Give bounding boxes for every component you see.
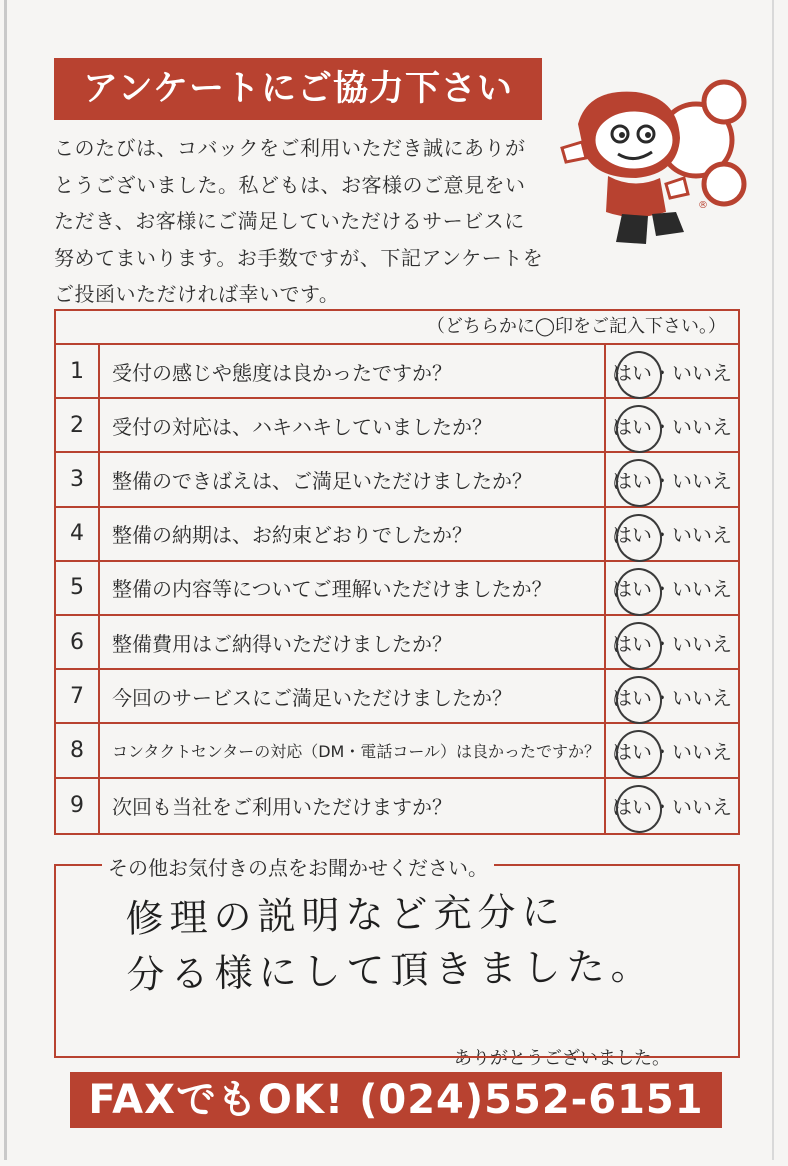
answer-options: はい・いいえ bbox=[612, 685, 732, 710]
question-number: 1 bbox=[56, 345, 100, 397]
table-row bbox=[56, 345, 738, 399]
circled-answer-mark bbox=[612, 401, 667, 458]
question-number: 5 bbox=[56, 562, 100, 614]
answer-options: はい・いいえ bbox=[612, 523, 732, 548]
handwriting-line-2: 分る様にして頂きました。 bbox=[126, 943, 655, 997]
answer-options: はい・いいえ bbox=[612, 414, 732, 439]
question-text: コンタクトセンターの対応（DM・電話コール）は良かったですか？ bbox=[100, 724, 606, 776]
table-row bbox=[56, 562, 738, 616]
comment-box[interactable] bbox=[54, 856, 740, 1069]
answer-options: はい・いいえ bbox=[612, 577, 732, 602]
fax-banner: FAXでもOK! (024)552-6151 bbox=[70, 1072, 722, 1128]
circled-answer-mark bbox=[612, 726, 667, 783]
answer-choice[interactable] bbox=[606, 724, 738, 776]
question-text: 整備の納期は、お約束どおりでしたか？ bbox=[100, 508, 606, 560]
answer-choice[interactable] bbox=[606, 670, 738, 722]
question-text: 今回のサービスにご満足いただけましたか？ bbox=[100, 670, 606, 722]
answer-choice[interactable] bbox=[606, 562, 738, 614]
table-row bbox=[56, 779, 738, 833]
question-text: 受付の対応は、ハキハキしていましたか？ bbox=[100, 399, 606, 451]
question-number: 6 bbox=[56, 616, 100, 668]
answer-choice[interactable] bbox=[606, 508, 738, 560]
question-text: 次回も当社をご利用いただけますか？ bbox=[100, 779, 606, 833]
survey-table bbox=[54, 309, 740, 835]
circled-answer-mark bbox=[612, 509, 667, 566]
table-row bbox=[56, 453, 738, 507]
answer-options: はい・いいえ bbox=[612, 795, 732, 820]
table-row bbox=[56, 616, 738, 670]
question-number: 7 bbox=[56, 670, 100, 722]
answer-choice[interactable] bbox=[606, 453, 738, 505]
circled-answer-mark bbox=[612, 347, 667, 404]
circled-answer-mark bbox=[612, 672, 667, 729]
question-text: 整備の内容等についてご理解いただけましたか？ bbox=[100, 562, 606, 614]
question-text: 整備のできばえは、ご満足いただけましたか？ bbox=[100, 453, 606, 505]
answer-options: はい・いいえ bbox=[612, 360, 732, 385]
question-number: 2 bbox=[56, 399, 100, 451]
answer-options: はい・いいえ bbox=[612, 739, 732, 764]
question-number: 9 bbox=[56, 779, 100, 833]
table-hint: （どちらかに◯印をご記入下さい。） bbox=[56, 311, 738, 345]
question-text: 受付の感じや態度は良かったですか？ bbox=[100, 345, 606, 397]
question-number: 4 bbox=[56, 508, 100, 560]
handwriting-line-1: 修理の説明など充分に bbox=[125, 889, 566, 941]
answer-choice[interactable] bbox=[606, 779, 738, 833]
answer-options: はい・いいえ bbox=[612, 631, 732, 656]
answer-options: はい・いいえ bbox=[612, 468, 732, 493]
table-row bbox=[56, 399, 738, 453]
circled-answer-mark bbox=[612, 780, 667, 837]
answer-choice[interactable] bbox=[606, 399, 738, 451]
circled-answer-mark bbox=[612, 455, 667, 512]
question-number: 3 bbox=[56, 453, 100, 505]
thanks-text: ありがとうございました。 bbox=[448, 1044, 676, 1070]
intro-text: このたびは、コバックをご利用いただき誠にありがとうございました。私どもは、お客様のご意見をいただき、お客様にご満足していただけるサービスに努めてまいります。お手数ですが、下記アンケートをご投函いただければ幸いです。 bbox=[54, 136, 544, 306]
answer-choice[interactable] bbox=[606, 616, 738, 668]
circled-answer-mark bbox=[612, 563, 667, 620]
table-row bbox=[56, 508, 738, 562]
table-row bbox=[56, 724, 738, 778]
mascot-character-icon bbox=[548, 66, 748, 256]
table-row bbox=[56, 670, 738, 724]
survey-title: アンケートにご協力下さい bbox=[54, 58, 542, 120]
question-number: 8 bbox=[56, 724, 100, 776]
trademark-icon: ® bbox=[698, 200, 708, 211]
question-text: 整備費用はご納得いただけましたか？ bbox=[100, 616, 606, 668]
handwritten-comment bbox=[125, 881, 687, 1003]
comment-label: その他お気付きの点をお聞かせください。 bbox=[102, 852, 494, 881]
circled-answer-mark bbox=[612, 618, 667, 675]
answer-choice[interactable] bbox=[606, 345, 738, 397]
